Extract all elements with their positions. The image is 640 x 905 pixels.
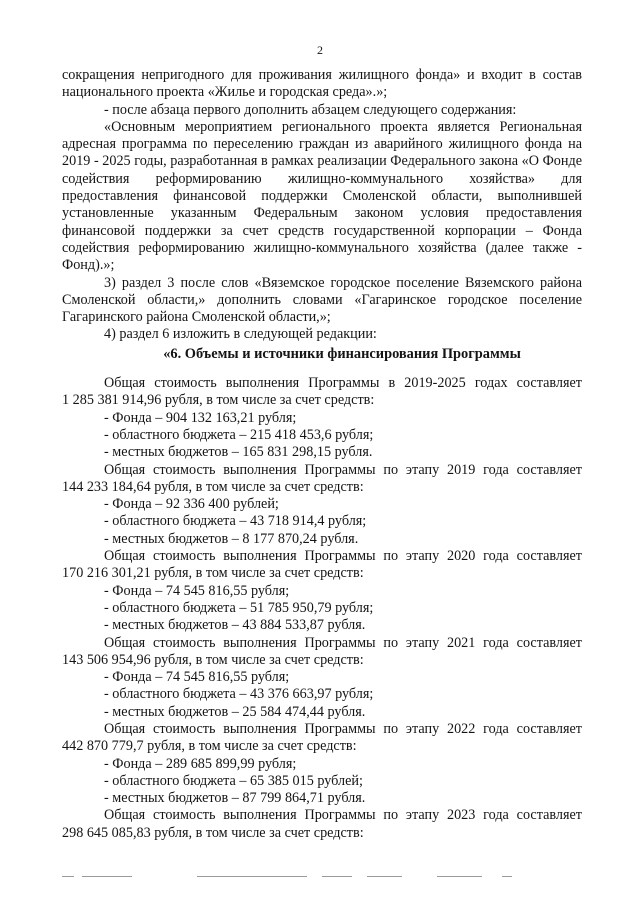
stage-regional-source: - областного бюджета – 65 385 015 рублей; [104, 772, 363, 789]
stage-fund-source: - Фонда – 74 545 816,55 рубля; [104, 582, 290, 599]
stage-cost-amount: 144 233 184,64 рубля, в том числе за счет средств: [62, 478, 364, 495]
stage-fund-source: - Фонда – 92 336 400 рублей; [104, 496, 279, 513]
total-local-source: - местных бюджетов – 165 831 298,15 рубля. [104, 444, 373, 461]
stage-2023-block [62, 807, 582, 842]
total-cost-line: Общая стоимость выполнения Программы в 2019-2025 годах составляет [104, 375, 582, 392]
stage-cost-line: Общая стоимость выполнения Программы по этапу 2023 года составляет [104, 807, 582, 824]
stage-cost-amount: 170 216 301,21 рубля, в том числе за счет средств: [62, 565, 364, 582]
paragraph-item-3: 3) раздел 3 после слов «Вяземское городское поселение Вяземского района Смоленской области,» дополнить словами «Гагаринское городское поселение Гагаринского района Смоленской области,»; [62, 274, 582, 326]
stage-cost-amount: 442 870 779,7 рубля, в том числе за счет средств: [62, 738, 357, 755]
paragraph-item-4: 4) раздел 6 изложить в следующей редакции: [104, 326, 377, 343]
stage-2020-block [62, 548, 582, 634]
stage-2019-block [62, 462, 582, 548]
document-body [62, 67, 582, 842]
stage-2022-block [62, 721, 582, 807]
paragraph-quote: «Основным мероприятием регионального проекта является Региональная адресная программа по переселению граждан из аварийного жилищного фонда на 2019 - 2025 годы, разработанная в рамках реализации Федерального закона «О Фонде содействия реформированию жилищно-коммунального хозяйства» для предоставления финансовой поддержки Смоленской области, выполнившей установленные указанным Федеральным законом условия предоставления финансовой поддержки за счет средств государственной корпорации – Фонда содействия реформированию жилищно-коммунального хозяйства (далее также - Фонд).»; [62, 118, 582, 274]
stage-regional-source: - областного бюджета – 43 376 663,97 рубля; [104, 686, 374, 703]
stage-fund-source: - Фонда – 289 685 899,99 рубля; [104, 755, 297, 772]
stage-cost-amount: 143 506 954,96 рубля, в том числе за счет средств: [62, 651, 364, 668]
stage-local-source: - местных бюджетов – 43 884 533,87 рубля. [104, 617, 366, 634]
stage-cost-line: Общая стоимость выполнения Программы по этапу 2021 года составляет [104, 634, 582, 651]
stage-local-source: - местных бюджетов – 25 584 474,44 рубля. [104, 703, 366, 720]
paragraph-continuation: сокращения непригодного для проживания жилищного фонда» и входит в состав национального проекта «Жилье и городская среда».»; [62, 67, 582, 101]
total-fund-source: - Фонда – 904 132 163,21 рубля; [104, 409, 297, 426]
stage-regional-source: - областного бюджета – 51 785 950,79 рубля; [104, 599, 374, 616]
total-regional-source: - областного бюджета – 215 418 453,6 рубля; [104, 426, 374, 443]
stage-regional-source: - областного бюджета – 43 718 914,4 рубля; [104, 513, 367, 530]
stage-local-source: - местных бюджетов – 87 799 864,71 рубля. [104, 790, 366, 807]
stage-2021-block [62, 635, 582, 721]
total-funding-block [62, 375, 582, 461]
stage-cost-line: Общая стоимость выполнения Программы по этапу 2020 года составляет [104, 548, 582, 565]
page-number: 2 [317, 43, 323, 57]
stage-cost-amount: 298 645 085,83 рубля, в том числе за счет средств: [62, 824, 364, 841]
stage-cost-line: Общая стоимость выполнения Программы по этапу 2019 года составляет [104, 461, 582, 478]
stage-local-source: - местных бюджетов – 8 177 870,24 рубля. [104, 530, 359, 547]
stage-cost-line: Общая стоимость выполнения Программы по этапу 2022 года составляет [104, 720, 582, 737]
stage-fund-source: - Фонда – 74 545 816,55 рубля; [104, 669, 290, 686]
scan-footer-marks [62, 876, 582, 880]
heading-spacer [62, 367, 582, 375]
section-heading: «6. Объемы и источники финансирования Программы [163, 345, 521, 362]
paragraph-item-after-first: - после абзаца первого дополнить абзацем следующего содержания: [104, 101, 517, 118]
total-cost-amount: 1 285 381 914,96 рубля, в том числе за счет средств: [62, 392, 375, 409]
